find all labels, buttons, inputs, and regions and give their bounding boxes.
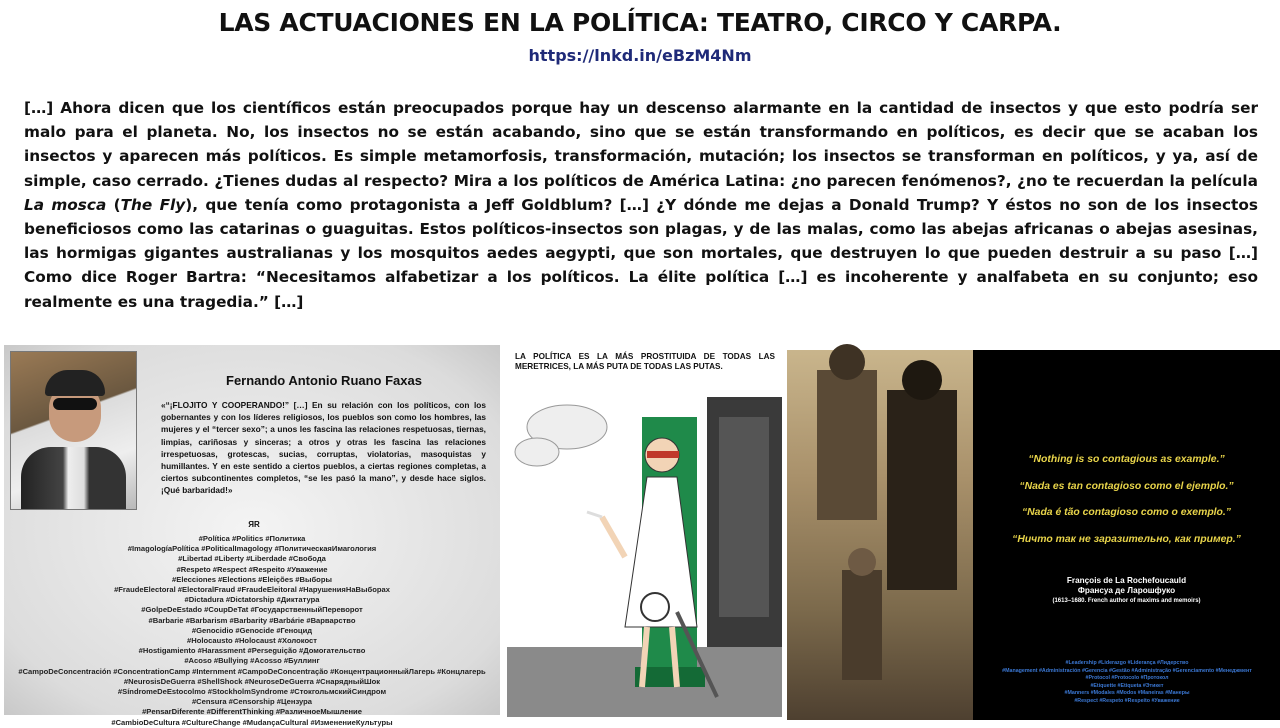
leadership-hashtags xyxy=(977,660,1277,706)
author-note: (1613–1680. French author of maxims and memoirs) xyxy=(1052,598,1201,604)
doorway xyxy=(719,417,769,617)
quote-part-1: […] Ahora dicen que los científicos están preocupados porque hay un descenso alarmante en la cantidad de insectos y que esto podría ser malo para el planeta. No, los insectos no se están acabando, sino que se están transformando en políticos, es decir que se acaban los insectos y aparecen más políticos. Es simple metamorfosis, transformación, mutación; los insectos se transforman en políticos, y ya, así de simple, caso cerrado. ¿Tienes dudas al respecto? Mira a los políticos de América Latina: ¿no parecen fenómenos?, ¿no te recuerdan la película xyxy=(24,99,1258,190)
source-link[interactable]: https://lnkd.in/eBzM4Nm xyxy=(528,46,752,65)
child-body xyxy=(842,570,882,680)
author-cyrillic: Франсуа де Ларошфуко xyxy=(1077,586,1176,595)
hashtag-line: #Libertad #Liberty #Liberdade #Свобода xyxy=(178,554,326,564)
example-quote-card xyxy=(787,350,1280,720)
hashtag-line: #GolpeDeEstado #CoupDeTat #ГосударственныйПереворот xyxy=(141,605,363,615)
author-photo xyxy=(10,351,137,510)
hashtag-line: #FraudeElectoral #ElectoralFraud #FraudeEleitoral #НарушенияНаВыборах xyxy=(114,585,390,595)
quote-part-3: ), que tenía como protagonista a Jeff Goldblum? […] ¿Y dónde me dejas a Donald Trump? Y éstos no son de los insectos beneficiosos como las catarinas o guaguitas. Estos políticos-insectos son plagas, y de las malas, como las abejas africanas o abejas asesinas, las hormigas gigantes australianas y los mosquitos aedes aegypti, que son mortales, que destruyen lo que pueden destruir a su paso […] Como dice Roger Bartra: “Necesitamos alfabetizar a los políticos. La élite política […] es incoherente y analfabeta en su conjunto; eso realmente es una tragedia.” […] xyxy=(24,195,1258,311)
hashtag-list xyxy=(4,534,500,728)
quote-russian: “Ничто так не заразительно, как пример.” xyxy=(1012,533,1241,545)
man-right-body xyxy=(887,390,957,590)
child-head xyxy=(848,548,876,576)
hashtag-line: #Hostigamiento #Harassment #Perseguição #Домогательство xyxy=(138,646,366,656)
hashtag-line: #Respeto #Respect #Respeito #Уважение xyxy=(176,564,328,574)
hashtag-line: #Barbarie #Barbarism #Barbarity #Barbárie #Варварство xyxy=(148,615,356,625)
page-title: LAS ACTUACIONES EN LA POLÍTICA: TEATRO, CIRCO Y CARPA. xyxy=(218,8,1062,37)
film-title-en: The Fly xyxy=(120,195,186,214)
hashtag-line: #Elecciones #Elections #Eleições #Выборы xyxy=(172,574,332,584)
hashtag-line: #Etiquette #Etiqueta #Этикет xyxy=(1090,682,1164,689)
author-quote-card xyxy=(4,345,500,727)
man-left-head xyxy=(829,344,865,380)
cartoon-panel xyxy=(507,347,782,717)
hashtag-line: #CambioDeCultura #CultureChange #MudançaCultural #ИзменениеКультуры xyxy=(111,717,393,727)
hashtag-line: #Respect #Respeto #Respeito #Уважение xyxy=(1074,697,1180,704)
blindfold xyxy=(647,451,679,458)
multilingual-quotes xyxy=(983,454,1270,560)
author-latin: François de La Rochefoucauld xyxy=(1066,576,1187,585)
main-quote xyxy=(24,96,1258,314)
author-signature: ЯR xyxy=(248,520,260,529)
quote-author xyxy=(983,576,1270,606)
cartoon-illustration xyxy=(507,397,782,717)
man-left-body xyxy=(817,370,877,520)
quote-portuguese: “Nada é tão contagioso como o exemplo.” xyxy=(1021,507,1231,518)
film-title-es: La mosca xyxy=(24,195,107,214)
father-son-photo xyxy=(787,350,973,720)
cartoon-caption: LA POLÍTICA ES LA MÁS PROSTITUIDA DE TODAS LAS MERETRICES, LA MÁS PUTA DE TODAS LAS PUTAS. xyxy=(515,352,775,371)
hashtag-line: #CampoDeConcentración #ConcentrationCamp #Internment #CampoDeConcentração #КонцентрационныйЛагерь #Концлагерь xyxy=(18,666,486,676)
author-quote-text: «“¡FLOJITO Y COOPERANDO!” […] En su relación con los políticos, con los gobernantes y con los líderes religiosos, los pueblos son como los hombres, las mujeres y el “tercer sexo”; a unos les fascina las relaciones respetuosas, tiernas, limpias, cariñosas y sinceras; a otros y otras les fascina las relaciones irrespetuosas, grotescas, sucias, corruptas, violatorias, masoquistas y humillantes. Y en este sentido a ciertos pueblos, a ciertas regiones completas, a ciertos subcontinentes completos, “se les pasó la mano”, y desde hace siglos. ¡Qué barbaridad!» xyxy=(161,400,486,496)
hashtag-line: #Dictadura #Dictatorship #Диктатура xyxy=(184,595,320,605)
quote-part-2: ( xyxy=(106,195,121,214)
author-name: Fernando Antonio Ruano Faxas xyxy=(226,373,422,388)
quote-spanish: “Nada es tan contagioso como el ejemplo.” xyxy=(1019,480,1234,492)
hashtag-line: #Política #Politics #Политика xyxy=(198,534,306,543)
author-jacket xyxy=(21,447,126,509)
smoke-cloud-small xyxy=(515,438,559,466)
hashtag-line: #ImagologíaPolítica #PoliticalImagology #ПолитическаяИмагология xyxy=(127,544,377,554)
hashtag-line: #Protocol #Protocolo #Протокол xyxy=(1085,675,1169,682)
hashtag-line: #Leadership #Liderazgo #Liderança #Лидерство xyxy=(1065,660,1189,666)
hashtag-line: #Censura #Censorship #Цензура xyxy=(191,697,313,707)
hashtag-line: #Genocidio #Genocide #Геноцид xyxy=(191,625,313,635)
hashtag-line: #Acoso #Bullying #Acosso #Буллинг xyxy=(184,656,320,666)
hashtag-line: #SíndromeDeEstocolmo #StockholmSyndrome #СтокгольмскийСиндром xyxy=(117,687,387,697)
author-glasses xyxy=(53,398,97,410)
quote-english: “Nothing is so contagious as example.” xyxy=(1028,454,1225,465)
author-cap xyxy=(45,370,105,396)
father-son-silhouette xyxy=(787,350,973,720)
hashtag-line: #PensarDiferente #DifferentThinking #РазличноеМышление xyxy=(142,707,362,717)
man-right-head xyxy=(902,360,942,400)
hashtag-line: #Management #Administración #Gerencia #Gestão #Administração #Gerenciamento #Менеджмент xyxy=(1002,667,1252,674)
hashtag-line: #Holocausto #Holocaust #Холокост xyxy=(187,636,317,646)
hashtag-line: #Manners #Modales #Modos #Maneiras #Манеры xyxy=(1064,690,1190,697)
hashtag-line: #NeurosisDeGuerra #ShellShock #NeuroseDeGuerra #СнарядныйШок xyxy=(123,676,381,686)
